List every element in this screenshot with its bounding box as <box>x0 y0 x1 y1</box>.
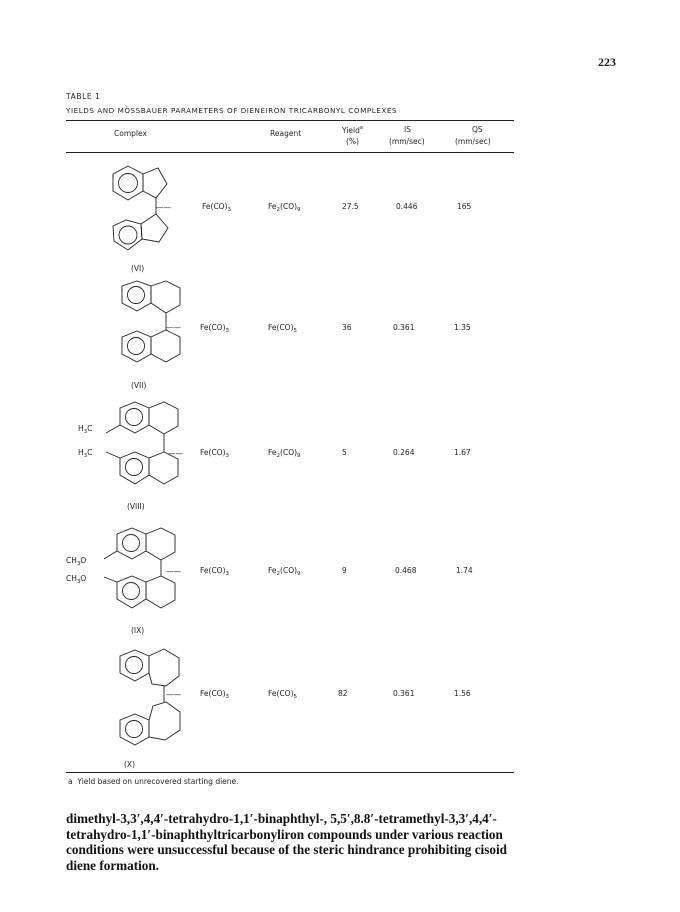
qs-ix: 1.74 <box>456 566 473 575</box>
substituent-top-viii: $H_3C$ <box>78 424 93 435</box>
is-x: 0.361 <box>393 689 415 698</box>
table-top-rule <box>66 120 514 121</box>
compound-label-vii: (VII) <box>131 381 147 390</box>
body-line: diene formation. <box>66 857 160 873</box>
col-header-complex: Complex <box>114 129 147 138</box>
reagent-x: $Fe(CO)_5$ <box>268 689 298 700</box>
compound-label-ix: (IX) <box>131 626 145 635</box>
reagent-ix: $Fe_2(CO)_9$ <box>268 566 301 577</box>
reagent-vi: $Fe_2(CO)_9$ <box>268 202 301 213</box>
structure-x <box>106 646 196 760</box>
fe-group-viii: $Fe(CO)_3$ <box>200 448 230 459</box>
table-bottom-rule <box>66 772 514 773</box>
table-header-rule <box>66 152 514 153</box>
is-vi: 0.446 <box>396 202 418 211</box>
col-header-is-unit: (mm/sec) <box>389 137 425 146</box>
col-header-yield: Yield$^a$ <box>342 125 363 135</box>
fe-group-vi: $Fe(CO)_3$ <box>202 202 232 213</box>
table-title: YIELDS AND MÖSSBAUER PARAMETERS OF DIENEIRON TRICARBONYL COMPLEXES <box>66 106 398 115</box>
col-header-qs-unit: (mm/sec) <box>455 137 491 146</box>
compound-label-vi: (VI) <box>131 264 145 273</box>
fe-bond-line-viii: —— <box>168 449 183 458</box>
compound-label-viii: (VIII) <box>127 502 145 511</box>
reagent-viii: $Fe_2(CO)_9$ <box>268 448 301 459</box>
body-line: dimethyl-3,3′,4,4′-tetrahydro-1,1′-binaphthyl-, 5,5′,8.8′-tetramethyl-3,3′,4,4′- <box>66 811 497 826</box>
yield-vi: 27.5 <box>342 202 359 211</box>
substituent-bottom-viii: $H_3C$ <box>78 448 93 459</box>
qs-vii: 1.35 <box>454 323 471 332</box>
table-label: TABLE 1 <box>66 92 101 101</box>
fe-group-vii: $Fe(CO)_3$ <box>200 323 230 334</box>
fe-bond-line-vii: —— <box>166 323 181 332</box>
fe-bond-line-x: —— <box>166 690 181 699</box>
page-number: 223 <box>598 55 616 69</box>
fe-group-ix: $Fe(CO)_3$ <box>200 566 230 577</box>
body-line: tetrahydro-1,1′-binaphthyltricarbonyliron compounds under various reaction <box>66 826 503 842</box>
yield-viii: 5 <box>342 448 347 457</box>
body-line: conditions were unsuccessful because of the steric hindrance prohibiting cisoid <box>66 842 507 857</box>
fe-group-x: $Fe(CO)_3$ <box>200 689 230 700</box>
table-footnote: a Yield based on unrecovered starting diene. <box>68 777 239 786</box>
compound-label-x: (X) <box>124 760 135 769</box>
qs-vi: 165 <box>457 202 472 211</box>
substituent-top-ix: $CH_3O$ <box>66 556 87 567</box>
col-header-qs: QS <box>472 125 483 134</box>
qs-x: 1.56 <box>454 689 471 698</box>
structure-vi <box>104 162 194 258</box>
is-vii: 0.361 <box>393 323 415 332</box>
fe-bond-line-vi: —— <box>156 203 171 212</box>
body-paragraph <box>66 811 626 873</box>
fe-bond-line-ix: —— <box>166 567 181 576</box>
col-header-reagent: Reagent <box>270 129 302 138</box>
substituent-bottom-ix: $CH_3O$ <box>66 574 87 585</box>
qs-viii: 1.67 <box>454 448 471 457</box>
reagent-vii: $Fe(CO)_5$ <box>268 323 298 334</box>
yield-x: 82 <box>338 689 348 698</box>
col-header-is: IS <box>404 125 411 134</box>
col-header-yield-unit: (%) <box>346 137 359 146</box>
yield-ix: 9 <box>342 566 347 575</box>
is-viii: 0.264 <box>393 448 415 457</box>
is-ix: 0.468 <box>395 566 417 575</box>
yield-vii: 36 <box>342 323 352 332</box>
